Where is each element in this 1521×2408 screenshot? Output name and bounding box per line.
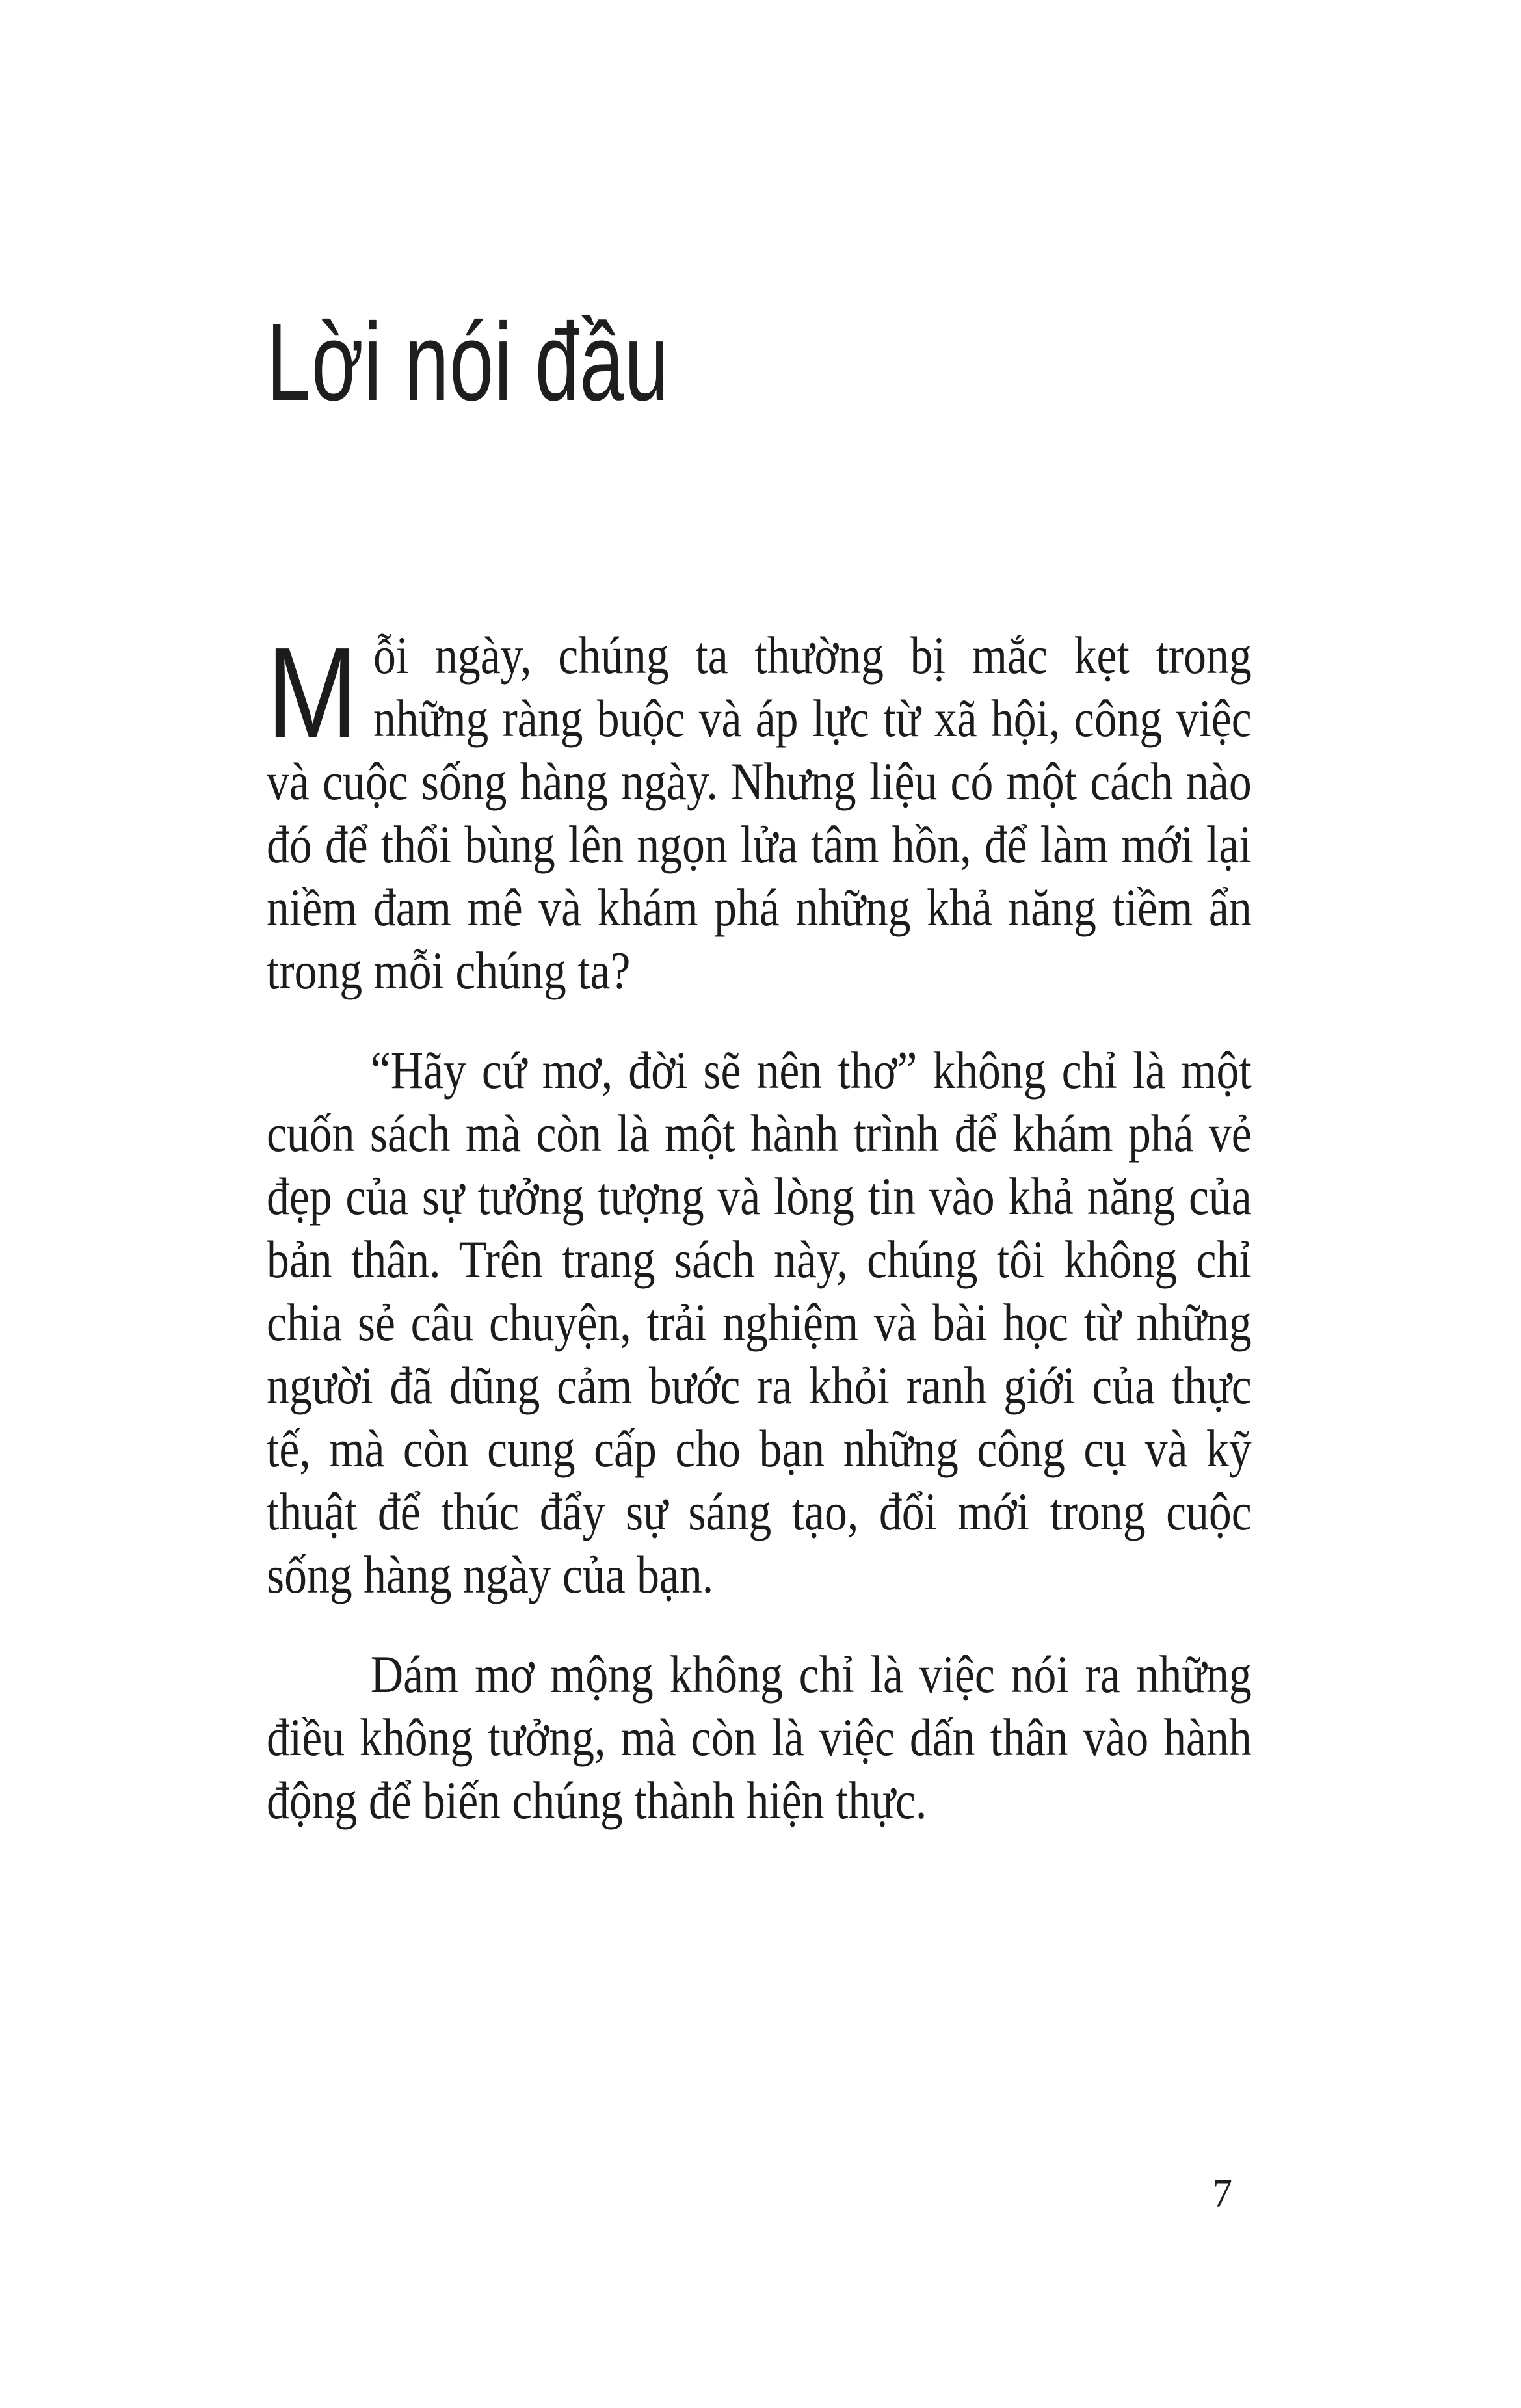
preface-body [267,621,1252,1868]
drop-cap-letter: M [267,621,358,765]
page-number: 7 [1212,2172,1232,2216]
paragraph-1-text: ỗi ngày, chúng ta thường bị mắc kẹt trong những ràng buộc và áp lực từ xã hội, công việc và cuộc sống hàng ngày. Nhưng liệu có một cách nào đó để thổi bùng lên ngọn lửa tâm hồn, để làm mới lại niềm đam mê và khám phá những khả năng tiềm ẩn trong mỗi chúng ta? [267,626,1252,1000]
paragraph-1 [267,621,1252,1002]
paragraph-2: “Hãy cứ mơ, đời sẽ nên thơ” không chỉ là một cuốn sách mà còn là một hành trình để khám phá vẻ đẹp của sự tưởng tượng và lòng tin vào khả năng của bản thân. Trên trang sách này, chúng tôi không chỉ chia sẻ câu chuyện, trải nghiệm và bài học từ những người đã dũng cảm bước ra khỏi ranh giới của thực tế, mà còn cung cấp cho bạn những công cụ và kỹ thuật để thúc đẩy sự sáng tạo, đổi mới trong cuộc sống hàng ngày của bạn. [267,1040,1252,1604]
page-title: Lời nói đầu [267,300,670,424]
paragraph-3: Dám mơ mộng không chỉ là việc nói ra những điều không tưởng, mà còn là việc dấn thân vào hành động để biến chúng thành hiện thực. [267,1645,1252,1830]
drop-cap-box [267,621,373,765]
